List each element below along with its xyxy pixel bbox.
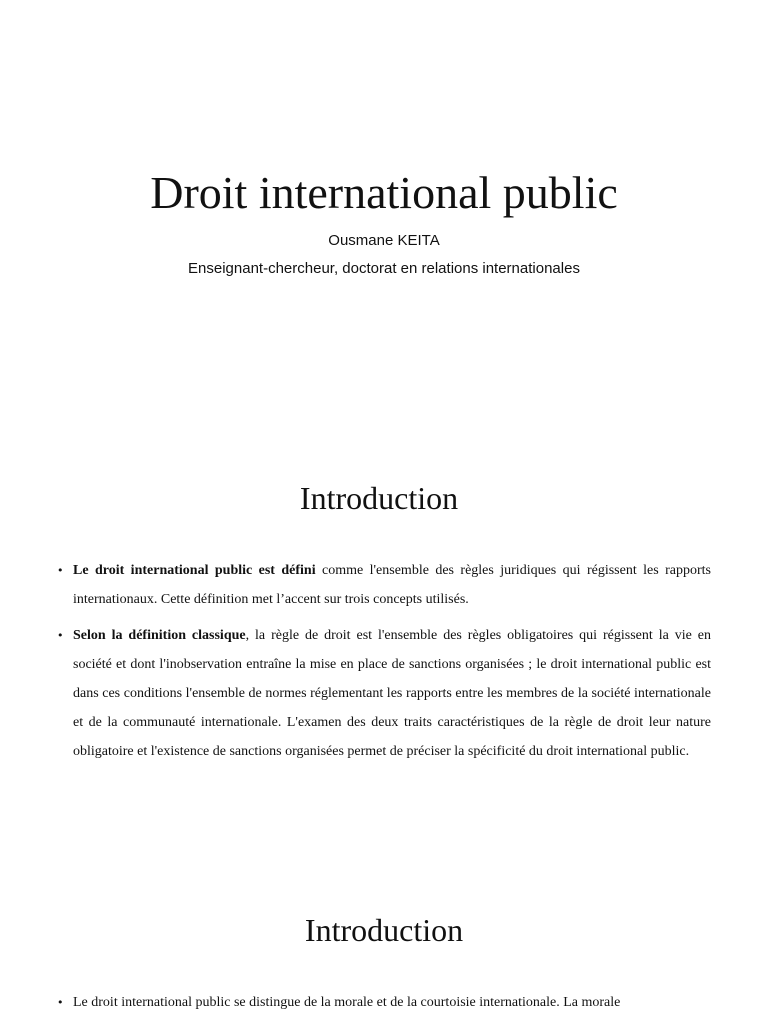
bullet-text: comme l'ensemble des règles juridiques qui régissent les rapports internationaux. Cette définition met l’accent sur trois concepts utilisés. [73,563,711,607]
section-title: Introduction [304,912,464,948]
bullet-list [55,556,711,773]
bullet-item [55,556,711,614]
bullet-item [55,988,711,1017]
bullet-icon: • [57,996,64,1009]
bullet-icon: • [57,564,64,577]
introduction-slide [0,450,768,880]
title-slide [0,0,768,450]
introduction-slide-continued [0,880,768,1024]
author-role: Enseignant-chercheur, doctorat en relations internationales [188,260,580,277]
bullet-lead: Selon la définition classique [73,628,246,643]
bullet-icon: • [57,629,64,642]
author-name: Ousmane KEITA [328,232,440,249]
bullet-item [55,621,711,766]
section-title: Introduction [299,480,459,516]
bullet-lead: Le droit international public est défini [73,563,316,578]
bullet-list [55,988,711,1024]
bullet-text: , la règle de droit est l'ensemble des règles obligatoires qui régissent la vie en société et dont l'inobservation entraîne la mise en place de sanctions organisées ; le droit international public est dans ces conditions l'ensemble de normes réglementant les rapports entre les membres de la société internationale et de la communauté internationale. L'examen des deux traits caractéristiques de la règle de droit leur nature obligatoire et l'existence de sanctions organisées permet de préciser la spécificité du droit international public. [73,628,711,759]
bullet-text: Le droit international public se distingue de la morale et de la courtoisie internationale. La morale [73,995,621,1010]
document-title: Droit international public [150,167,618,218]
